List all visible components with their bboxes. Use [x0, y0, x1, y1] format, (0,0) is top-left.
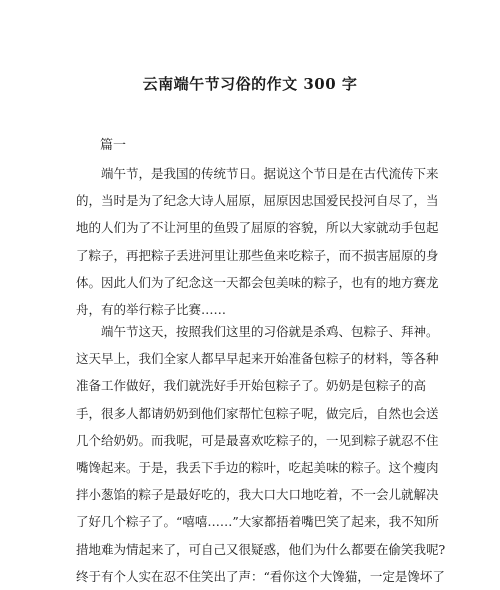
- paragraph-line: 了好几个粽子了。“嘻嘻……”大家都捂着嘴巴笑了起来，我不知所: [76, 514, 439, 530]
- paragraph-line: 的，当时是为了纪念大诗人屈原，屈原因忠国爱民投河自尽了，当: [76, 193, 439, 209]
- paragraph-line: 体。因此人们为了纪念这一天都会包美味的粽子，也有的地方赛龙: [76, 274, 439, 290]
- paragraph-line: 端午节这天，按照我们这里的习俗就是杀鸡、包粽子、拜神。: [101, 324, 439, 339]
- paragraph-line: 几个给奶奶。而我呢，可是最喜欢吃粽子的，一见到粽子就忍不住: [76, 432, 439, 448]
- paragraph-line: 舟，有的举行粽子比赛……: [76, 301, 227, 317]
- paragraph-line: 终于有个人实在忍不住笑出了声：“看你这个大馋猫，一定是馋坏了: [76, 568, 445, 584]
- paragraph-line: 手，很多人都请奶奶到他们家帮忙包粽子呢，做完后，自然也会送: [76, 405, 439, 421]
- paragraph-line: 准备工作做好，我们就洗好手开始包粽子了。奶奶是包粽子的高: [76, 378, 427, 394]
- paragraph-2: [76, 318, 446, 590]
- paragraph-line: 措地难为情起来了，可自己又很疑惑，他们为什么都要在偷笑我呢?: [76, 541, 446, 557]
- paragraph-line: 地的人们为了不让河里的鱼毁了屈原的容貌，所以大家就动手包起: [76, 220, 439, 236]
- paragraph-line: 嘴馋起来。于是，我丢下手边的粽叶，吃起美味的粽子。这个瘦肉: [76, 459, 439, 475]
- document-title: 云南端午节习俗的作文 300 字: [142, 75, 358, 93]
- paragraph-line: 这天早上，我们全家人都早早起来开始准备包粽子的材料，等各种: [76, 351, 439, 367]
- paragraph-1: [76, 160, 439, 323]
- paragraph-line: 端午节，是我国的传统节日。据说这个节日是在古代流传下来: [101, 166, 439, 181]
- paragraph-line: 了粽子，再把粽子丢进河里让那些鱼来吃粽子，而不损害屈原的身: [76, 247, 439, 263]
- paragraph-line: 拌小葱馅的粽子是最好吃的，我大口大口地吃着，不一会儿就解决: [76, 487, 439, 503]
- section-heading: 篇一: [100, 138, 127, 153]
